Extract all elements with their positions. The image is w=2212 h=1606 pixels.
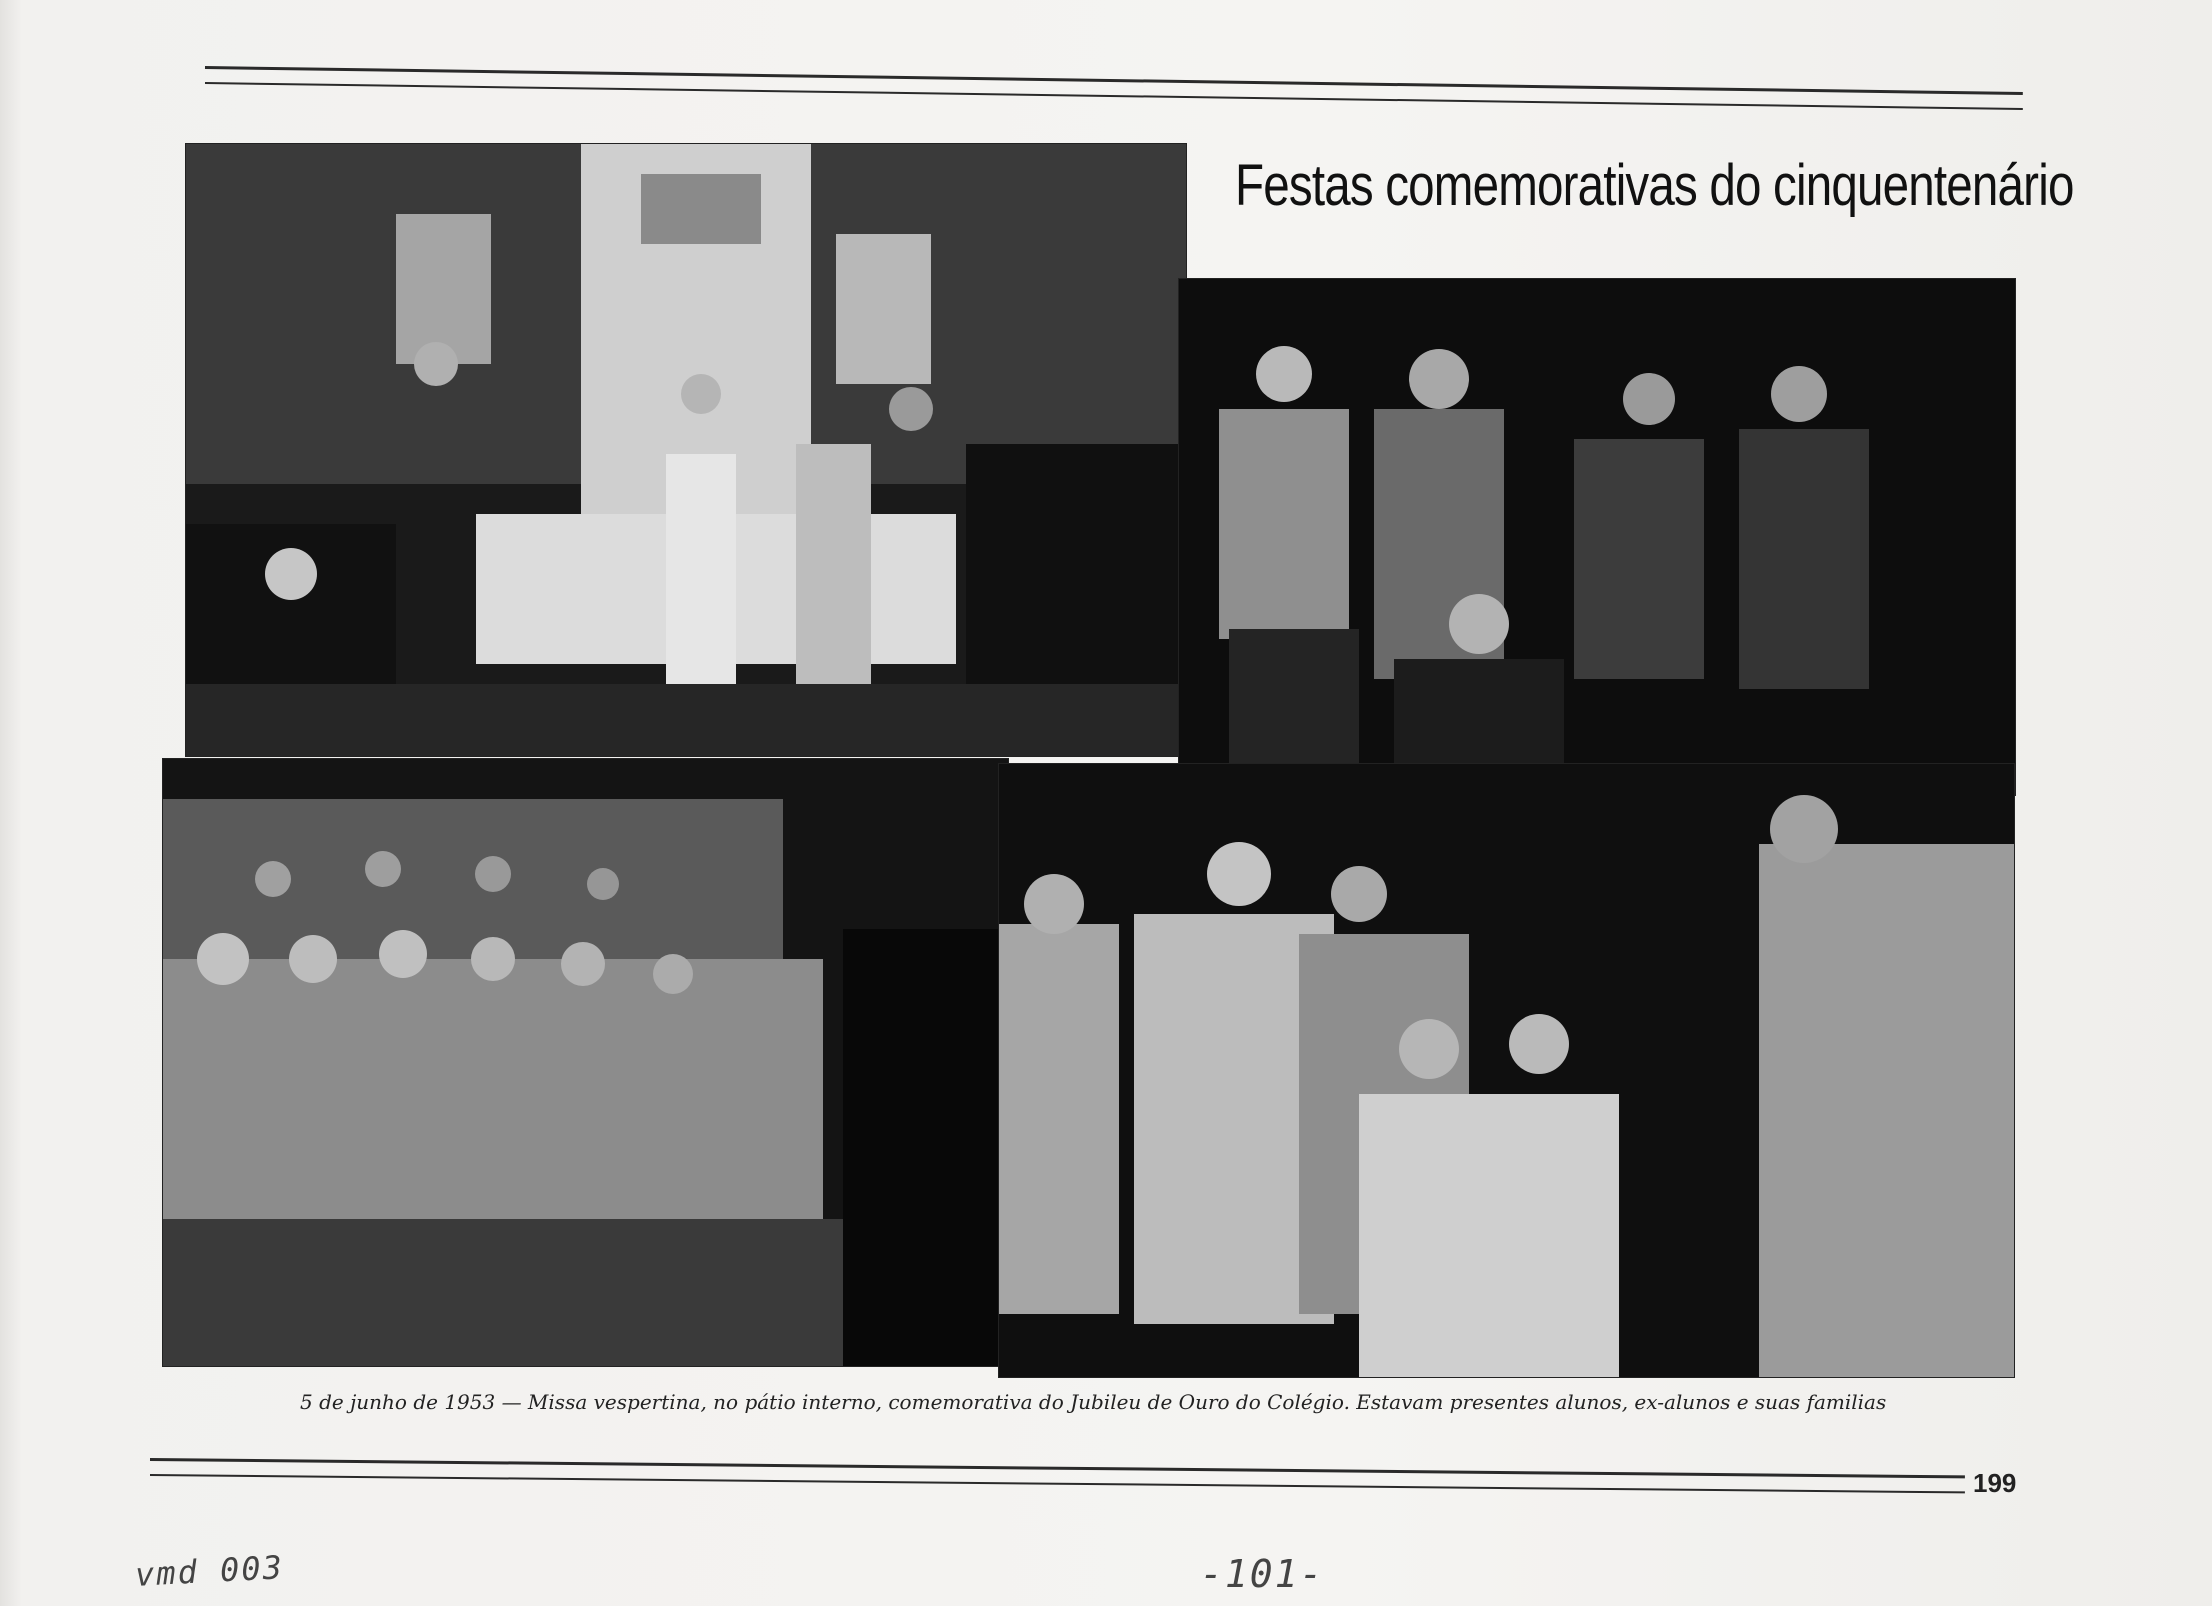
photo-altar-mass: [185, 143, 1187, 757]
page-title: Festas comemorativas do cinquentenário: [1235, 153, 2074, 218]
photo-students-singing: [162, 758, 1009, 1367]
caption-date: 5 de junho de 1953: [300, 1390, 496, 1414]
top-rule-upper: [205, 66, 2023, 95]
top-rule-lower: [205, 82, 2023, 110]
photo-dignitaries: [1178, 278, 2016, 796]
archive-code: vmd 003: [134, 1548, 285, 1594]
bottom-rule-upper: [150, 1458, 1965, 1478]
photo-communion: [998, 763, 2015, 1378]
sheet-number: -101-: [1200, 1552, 1325, 1596]
photo-caption: [300, 1390, 1887, 1414]
bottom-rule-lower: [150, 1474, 1965, 1493]
page-number: 199: [1973, 1468, 2017, 1498]
caption-text: — Missa vespertina, no pátio interno, comemorativa do Jubileu de Ouro do Colégio. Estavam presentes alunos, ex-alunos e suas familias: [501, 1390, 1887, 1414]
